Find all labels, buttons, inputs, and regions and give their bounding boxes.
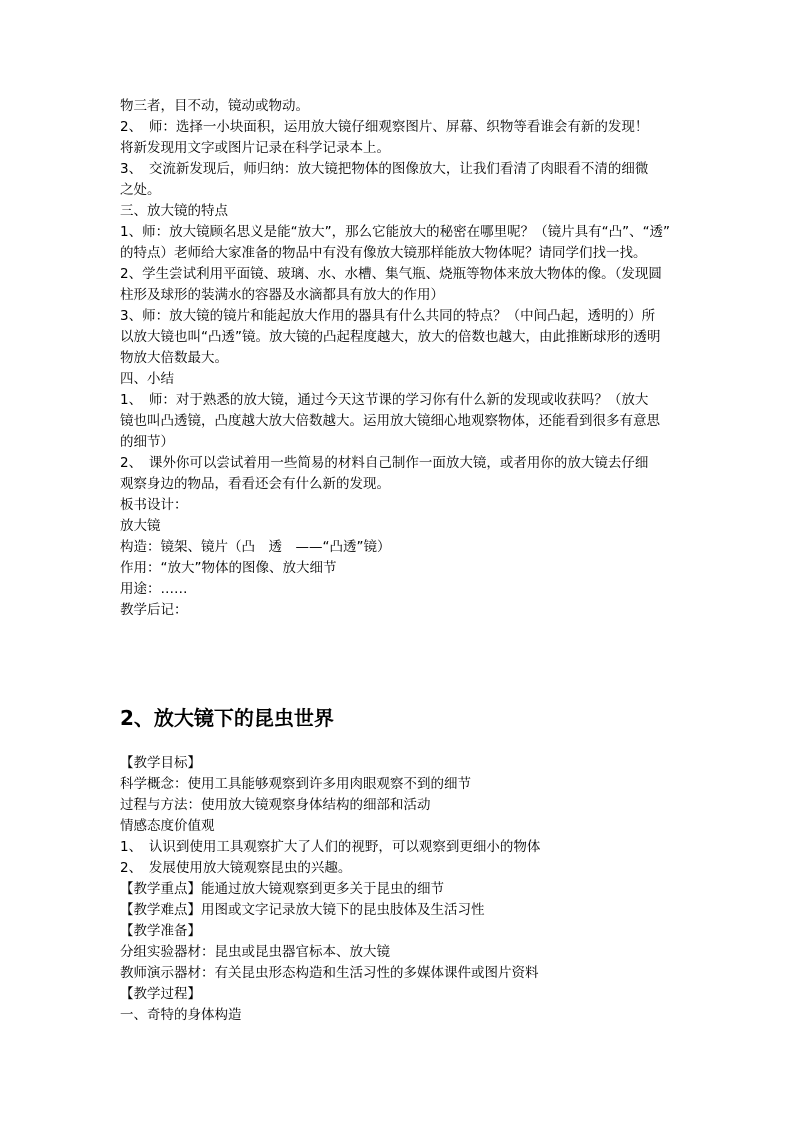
text-line: 镜也叫凸透镜，凸度越大放大倍数越大。运用放大镜细心地观察物体，还能看到很多有意思	[120, 413, 660, 429]
section-2-body	[120, 753, 680, 1026]
text-line: 2、 师：选择一小块面积，运用放大镜仔细观察图片、屏幕、织物等看谁会有新的发现！	[120, 119, 649, 135]
lesson-title: 2、放大镜下的昆虫世界	[120, 706, 334, 730]
text-line: 作用：“放大”物体的图像、放大细节	[120, 560, 337, 576]
text-line: 【教学重点】能通过放大镜观察到更多关于昆虫的细节	[120, 881, 444, 897]
text-line: 2、 课外你可以尝试着用一些简易的材料自己制作一面放大镜，或者用你的放大镜去仔细	[120, 455, 649, 471]
text-line: 的特点）老师给大家准备的物品中有没有像放大镜那样能放大物体呢？请同学们找一找。	[120, 245, 647, 261]
text-line: 【教学目标】	[120, 755, 201, 771]
text-line: 分组实验器材：昆虫或昆虫器官标本、放大镜	[120, 944, 390, 960]
text-line: 用途：……	[120, 581, 188, 597]
text-line: 过程与方法：使用放大镜观察身体结构的细部和活动	[120, 797, 431, 813]
text-line: 3、师：放大镜的镜片和能起放大作用的器具有什么共同的特点？（中间凸起，透明的）所	[120, 308, 656, 324]
text-line: 【教学难点】用图或文字记录放大镜下的昆虫肢体及生活习性	[120, 902, 485, 918]
section-subheading: 三、放大镜的特点	[120, 203, 228, 219]
text-line: 的细节）	[120, 434, 174, 450]
text-line: 放大镜	[120, 518, 161, 534]
text-line: 之处。	[120, 182, 161, 198]
text-line: 3、 交流新发现后，师归纳：放大镜把物体的图像放大，让我们看清了肉眼看不清的细微	[120, 161, 649, 177]
text-line: 2、学生尝试利用平面镜、玻璃、水、水槽、集气瓶、烧瓶等物体来放大物体的像。（发现圆	[120, 266, 662, 282]
text-line: 1、 认识到使用工具观察扩大了人们的视野，可以观察到更细小的物体	[120, 839, 541, 855]
text-line: 【教学过程】	[120, 986, 201, 1002]
text-line: 教学后记：	[120, 602, 188, 618]
text-line: 一、奇特的身体构造	[120, 1007, 242, 1023]
text-line: 情感态度价值观	[120, 818, 215, 834]
text-line: 将新发现用文字或图片记录在科学记录本上。	[120, 140, 390, 156]
text-line: 科学概念：使用工具能够观察到许多用肉眼观察不到的细节	[120, 776, 471, 792]
text-line: 柱形及球形的装满水的容器及水滴都具有放大的作用）	[120, 287, 444, 303]
text-line: 物三者，目不动，镜动或物动。	[120, 98, 309, 114]
text-line: 【教学准备】	[120, 923, 201, 939]
section-subheading: 四、小结	[120, 371, 174, 387]
text-line: 教师演示器材：有关昆虫形态构造和生活习性的多媒体课件或图片资料	[120, 965, 539, 981]
text-line: 2、 发展使用放大镜观察昆虫的兴趣。	[120, 860, 352, 876]
text-line: 构造：镜架、镜片（凸 透 ——“凸透”镜）	[120, 539, 391, 555]
section-1-body	[120, 96, 680, 621]
text-line: 1、师：放大镜顾名思义是能“放大”，那么它能放大的秘密在哪里呢？（镜片具有“凸”、“透”	[120, 224, 671, 240]
text-line: 观察身边的物品，看看还会有什么新的发现。	[120, 476, 390, 492]
text-line: 板书设计：	[120, 497, 188, 513]
text-line: 物放大倍数最大。	[120, 350, 228, 366]
text-line: 以放大镜也叫“凸透”镜。放大镜的凸起程度越大，放大的倍数也越大，由此推断球形的透明	[120, 329, 661, 345]
text-line: 1、 师：对于熟悉的放大镜，通过今天这节课的学习你有什么新的发现或收获吗？（放大	[120, 392, 649, 408]
